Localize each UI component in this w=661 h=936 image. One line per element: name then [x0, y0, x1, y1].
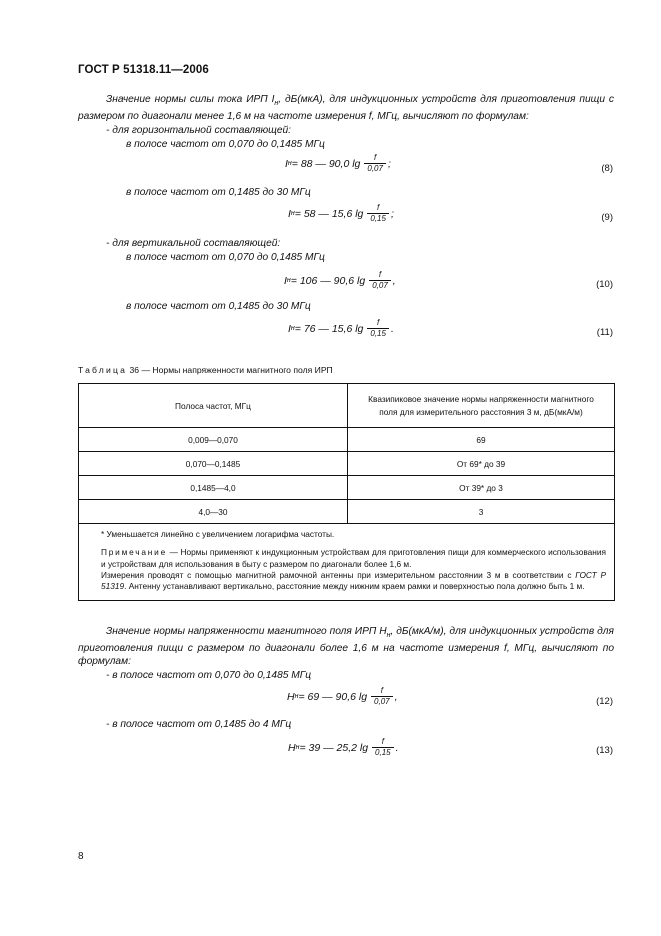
note-standard-ref: ГОСТ Р 51319: [101, 569, 606, 592]
fraction: [367, 203, 389, 224]
intro-text-cont: , дБ(мкА), для индукционных устройств для приготовления пищи с размером по диагонали менее 1,6 м на частоте измерения f, МГц, вычисляют по формулам:: [78, 94, 615, 123]
formula-lhs: H: [288, 741, 296, 754]
formula-sub: н: [290, 325, 295, 332]
equation-number-8: (8): [601, 163, 613, 174]
numerator: f: [374, 153, 377, 162]
intro-text-cont: , дБ(мкА/м), для индукционных устройств для приготовления пищи с размером по диагонали более 1,6 м на частоте измерения f, МГц, вычисляют по формулам:: [78, 626, 614, 668]
document-header: ГОСТ Р 51318.11—2006: [78, 64, 209, 76]
formula-lhs: I: [288, 207, 291, 220]
header-line-2: поля для измерительного расстояния 3 м, дБ(мкА/м): [379, 406, 583, 417]
formula-rhs: = 69 — 90,6 lg: [298, 690, 368, 703]
intro-text: Значение нормы силы тока ИРП I: [106, 94, 275, 105]
table-caption-prefix: Таблица: [78, 365, 128, 375]
table-row: [79, 452, 615, 476]
formula-13: [288, 737, 399, 758]
formula-rhs: = 106 — 90,6 lg: [290, 274, 366, 287]
formula-tail: ;: [390, 207, 394, 220]
table-row: [79, 500, 615, 524]
subscript: н: [274, 100, 279, 108]
band-label-2: в полосе частот от 0,1485 до 30 МГц: [126, 187, 311, 198]
formula-tail: .: [395, 741, 399, 754]
numerator: f: [381, 737, 384, 746]
formula-sub: н: [294, 693, 299, 700]
equation-number-10: (10): [596, 279, 613, 290]
formula-tail: ;: [387, 157, 391, 170]
numerator: f: [380, 686, 383, 695]
formula-rhs: = 76 — 15,6 lg: [294, 322, 364, 335]
table-note-1: [101, 547, 606, 570]
denominator: 0,15: [372, 747, 394, 758]
table-cell-value: От 69* до 39: [348, 452, 615, 476]
table-cell-band: 4,0—30: [79, 500, 348, 524]
denominator: 0,15: [367, 213, 389, 224]
intro-text: Значение нормы напряженности магнитного поля ИРП H: [106, 626, 387, 637]
table-footnote: * Уменьшается линейно с увеличением логарифма частоты.: [101, 529, 335, 539]
fraction: [371, 686, 393, 707]
band-label-1: в полосе частот от 0,070 до 0,1485 МГц: [126, 139, 325, 150]
header-line-1: Квазипиковое значение нормы напряженности магнитного: [368, 393, 594, 404]
fraction: [364, 153, 386, 174]
formula-tail: .: [390, 322, 394, 335]
denominator: 0,07: [364, 163, 386, 174]
equation-number-13: (13): [596, 745, 613, 756]
band-label-6: - в полосе частот от 0,1485 до 4 МГц: [106, 719, 292, 730]
intro-paragraph-current: [78, 93, 614, 123]
table-row: [79, 476, 615, 500]
formula-sub: н: [290, 210, 295, 217]
table-cell-value: 69: [348, 428, 615, 452]
table-notes-row: [79, 524, 615, 601]
formula-lhs: H: [287, 690, 295, 703]
band-label-3: в полосе частот от 0,070 до 0,1485 МГц: [126, 252, 325, 263]
note-label: Примечание: [101, 547, 168, 558]
formula-sub: н: [286, 277, 291, 284]
formula-tail: ,: [394, 690, 398, 703]
table-caption: [78, 365, 333, 375]
table-cell-value: От 39* до 3: [348, 476, 615, 500]
formula-rhs: = 58 — 15,6 lg: [294, 207, 364, 220]
limits-table: [78, 383, 615, 601]
formula-11: [288, 318, 394, 339]
page-number: 8: [78, 851, 84, 862]
fraction: [367, 318, 389, 339]
vertical-component-label: - для вертикальной составляющей:: [106, 238, 281, 249]
table-header-band: Полоса частот, МГц: [79, 384, 348, 428]
note-text: . Антенну устанавливают вертикально, расстояние между нижним краем рамки и поверхностью пола должно быть 1 м.: [124, 581, 585, 592]
formula-rhs: = 88 — 90,0 lg: [291, 157, 361, 170]
formula-lhs: I: [285, 157, 288, 170]
fraction: [369, 270, 391, 291]
intro-paragraph-field: [78, 625, 614, 668]
table-header-row: [79, 384, 615, 428]
fraction: [372, 737, 394, 758]
band-label-4: в полосе частот от 0,1485 до 30 МГц: [126, 301, 311, 312]
table-row: [79, 428, 615, 452]
equation-number-12: (12): [596, 696, 613, 707]
formula-lhs: I: [284, 274, 287, 287]
table-cell-value: 3: [348, 500, 615, 524]
table-header-limit: [348, 384, 615, 428]
band-label-5: - в полосе частот от 0,070 до 0,1485 МГц: [106, 670, 312, 681]
denominator: 0,07: [371, 696, 393, 707]
formula-tail: ,: [392, 274, 396, 287]
formula-sub: н: [287, 160, 292, 167]
equation-number-11: (11): [596, 327, 613, 338]
formula-sub: н: [295, 744, 300, 751]
numerator: f: [378, 270, 382, 279]
note-text: — Нормы применяют к индукционным устройствам для приготовления пищи для коммерческого использования и устройствам для использования в быту с размером по диагонали более 1,6 м.: [101, 547, 606, 569]
denominator: 0,15: [367, 328, 389, 339]
note-text: Измерения проводят с помощью магнитной рамочной антенны при измерительном расстоянии 3 м в соответствии с: [101, 569, 576, 580]
formula-12: [287, 686, 398, 707]
table-note-2: [101, 570, 606, 593]
formula-lhs: I: [288, 322, 291, 335]
table-notes: [79, 524, 615, 601]
table-caption-text: 36 — Нормы напряженности магнитного поля ИРП: [127, 365, 333, 375]
subscript: н: [386, 632, 391, 640]
denominator: 0,07: [369, 280, 391, 291]
numerator: f: [377, 203, 380, 212]
table-cell-band: 0,1485—4,0: [79, 476, 348, 500]
formula-8: [285, 153, 391, 174]
formula-10: [284, 270, 396, 291]
numerator: f: [377, 318, 380, 327]
horizontal-component-label: - для горизонтальной составляющей:: [106, 125, 292, 136]
equation-number-9: (9): [601, 212, 613, 223]
formula-rhs: = 39 — 25,2 lg: [299, 741, 369, 754]
table-cell-band: 0,070—0,1485: [79, 452, 348, 476]
formula-9: [288, 203, 394, 224]
table-cell-band: 0,009—0,070: [79, 428, 348, 452]
